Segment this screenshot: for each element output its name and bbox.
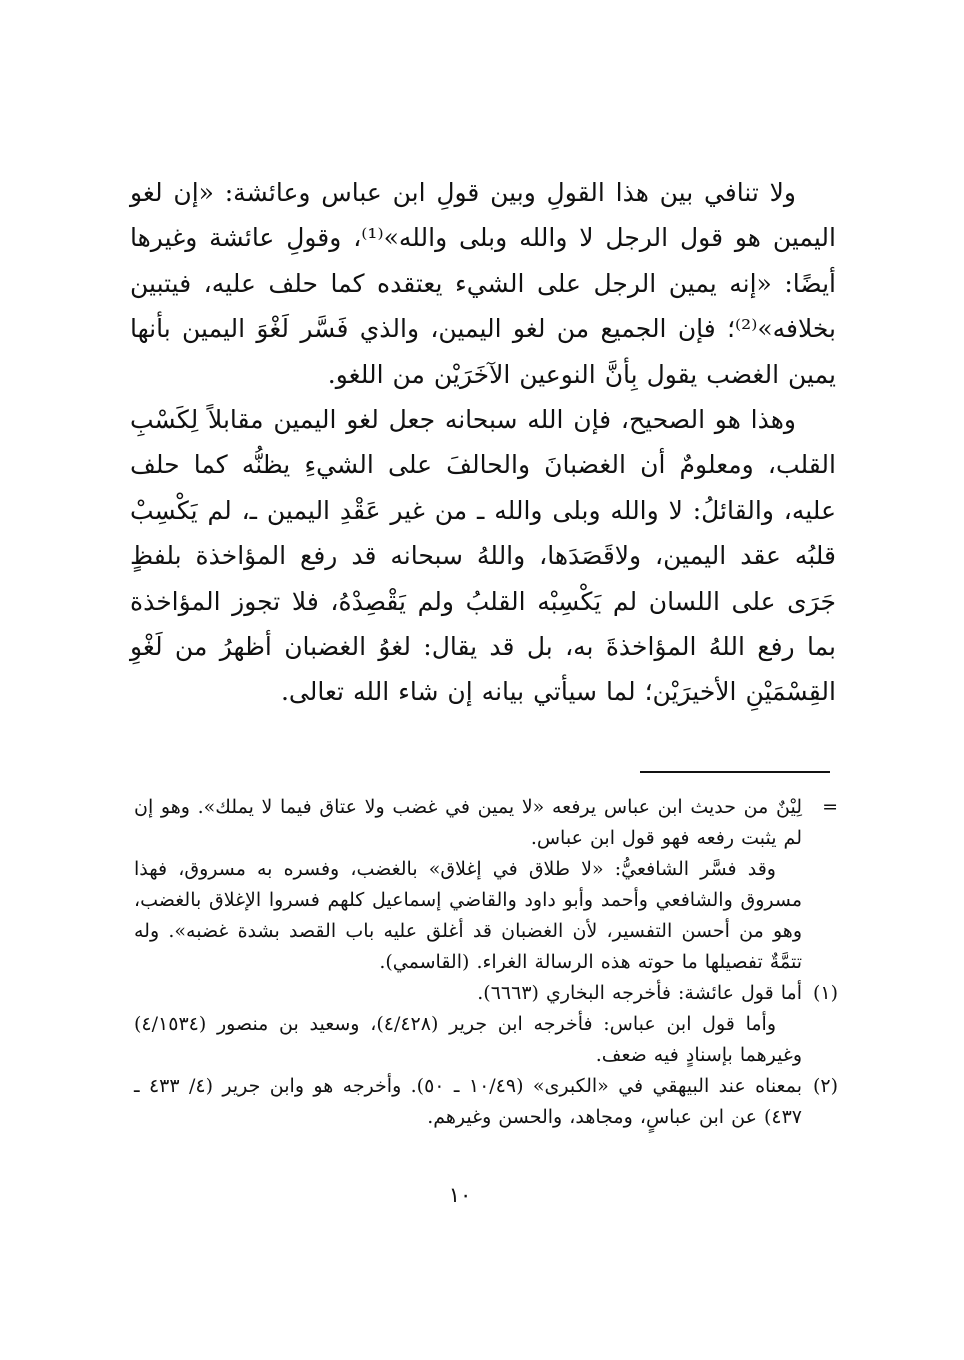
footnote-2-paragraph-1: بمعناه عند البيهقي في «الكبرى» (١٠/٤٩ ـ ٥٠). وأخرجه هو وابن جرير (٤/ ٤٣٣ ـ ٤٣٧) عن ابن عباسٍ، ومجاهد، والحسن وغيرهم. — [134, 1075, 802, 1128]
footnote-continuation-marker: = — [822, 796, 838, 818]
main-text-body — [130, 170, 836, 715]
page-number: ١٠ — [448, 1183, 472, 1207]
footnote-2 — [134, 1071, 836, 1133]
footnote-separator-rule — [640, 771, 830, 773]
footnote-continuation-paragraph-1: لِيْنٌ من حديث ابن عباس يرفعه «لا يمين في غضب ولا عتاق فيما لا يملك». وهو إن لم يثبت رفعه فهو قول ابن عباس. — [134, 796, 802, 849]
footnotes-section — [134, 792, 836, 1133]
main-paragraph-2: وهذا هو الصحيح، فإن الله سبحانه جعل لغو اليمين مقابلاً لِكَسْبِ القلب، ومعلومٌ أن الغضبانَ والحالفَ على الشيءِ يظنُّه كما حلف عليه، والقائلُ: لا والله وبلى والله ـ من غير عَقْدِ اليمين ـ، لم يَكْسِبْ قلبُه عقد اليمين، ولاقَصَدَها، واللهُ سبحانه قد رفع المؤاخذة بلفظٍ جَرَى على اللسان لم يَكْسِبْه القلبُ ولم يَقْصِدْهُ، فلا تجوز المؤاخذة بما رفع اللهُ المؤاخذةَ به، بل قد يقال: لغوُ الغضبان أظهرُ من لَغْوِ القِسْمَيْنِ الأخيرَيْن؛ لما سيأتي بيانه إن شاء الله تعالى. — [130, 405, 836, 707]
footnote-1-paragraph-1: أما قول عائشة: فأخرجه البخاري (٦٦٦٣). — [477, 982, 802, 1004]
footnote-continuation — [134, 792, 836, 978]
main-paragraph-1: ولا تنافي بين هذا القولِ وبين قولِ ابن عباس وعائشة: «إن لغو اليمين هو قول الرجل لا والله وبلى والله»⁽¹⁾، وقولِ عائشة وغيرها أيضًا: «إنه يمين الرجل على الشيء يعتقده كما حلف عليه، فيتبين بخلافه»⁽²⁾؛ فإن الجميع من لغو اليمين، والذي فَسَّر لَغْوَ اليمين بأنها يمين الغضب يقول بِأنَّ النوعين الآخَرَيْن من اللغو. — [130, 178, 836, 389]
footnote-continuation-paragraph-2: وقد فسَّر الشافعيُّ: «لا طلاق في إغلاق» بالغضب، وفسره به مسروق، فهذا مسروق والشافعي وأحمد وأبو داود والقاضي إسماعيل كلهم فسروا الإغلاق بالغضب، وهو من أحسن التفسير، لأن الغضبان قد أغلق عليه باب القصد بشدة غضبه». وله تتمَّةٌ تفصيلها ما حوته هذه الرسالة الغراء. (القاسمي). — [134, 858, 802, 973]
footnote-1 — [134, 978, 836, 1071]
footnote-2-marker: (٢) — [812, 1075, 838, 1097]
footnote-1-paragraph-2: وأما قول ابن عباس: فأخرجه ابن جرير (٤/٤٢٨)، وسعيد بن منصور (٤/١٥٣٤) وغيرهما بإسنادٍ فيه ضعف. — [134, 1013, 802, 1066]
footnote-1-marker: (١) — [812, 982, 838, 1004]
